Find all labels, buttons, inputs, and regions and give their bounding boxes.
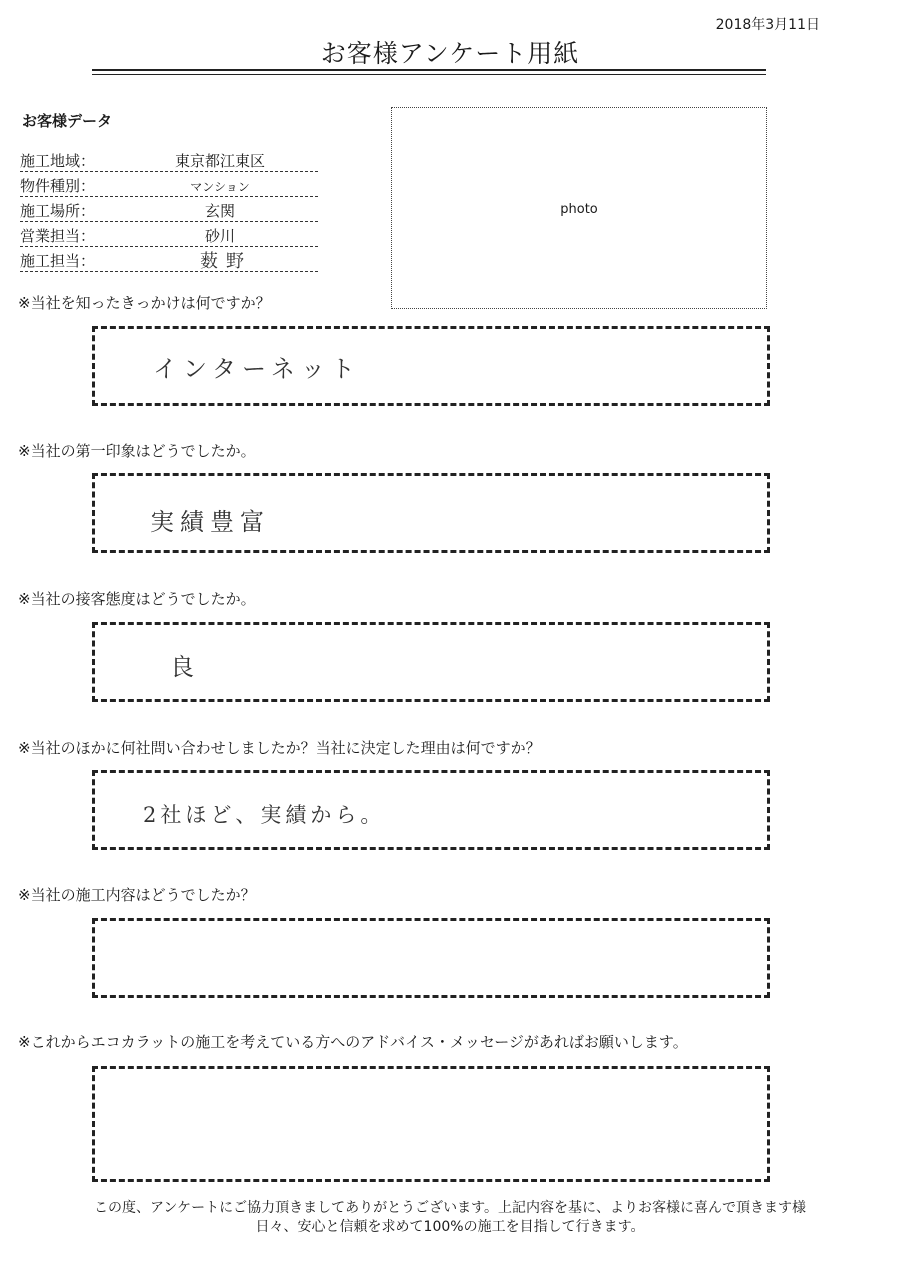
- title-underline: [92, 69, 766, 71]
- answer-box-2: [92, 473, 770, 553]
- answer-box-6: [92, 1066, 770, 1182]
- data-label: 施工地域：: [20, 152, 96, 170]
- question-2: ※当社の第一印象はどうでしたか。: [18, 442, 256, 460]
- installer-signature: 薮野: [200, 251, 252, 272]
- footer-line-2: 日々、安心と信頼を求めて100%の施工を目指して行きます。: [255, 1219, 645, 1235]
- data-value: 東京都江東区: [174, 152, 265, 170]
- survey-date: 2018年3月11日: [715, 17, 820, 33]
- answer-3: 良: [170, 653, 200, 681]
- question-4: ※当社のほかに何社問い合わせしましたか？当社に決定した理由は何ですか？: [18, 739, 541, 757]
- answer-4: 2社ほど、実績から。: [143, 803, 386, 827]
- question-3: ※当社の接客態度はどうでしたか。: [18, 590, 256, 608]
- question-5: ※当社の施工内容はどうでしたか？: [18, 886, 256, 904]
- data-label: 施工担当：: [20, 252, 96, 270]
- data-row-installer: [20, 247, 318, 272]
- answer-box-5: [92, 918, 770, 998]
- data-row-sales-rep: [20, 222, 318, 247]
- footer-line-1: この度、アンケートにご協力頂きましてありがとうございます。上記内容を基に、よりお客様に喜んで頂きます様: [93, 1200, 807, 1216]
- data-value: 玄関: [204, 202, 235, 220]
- data-row-area: [20, 147, 318, 172]
- answer-2: 実績豊富: [150, 508, 270, 536]
- data-label: 物件種別：: [20, 177, 96, 195]
- title-underline-thin: [92, 74, 766, 75]
- question-1: ※当社を知ったきっかけは何ですか？: [18, 294, 271, 312]
- data-value: マンション: [190, 180, 250, 194]
- answer-box-4: [92, 770, 770, 850]
- data-label: 営業担当：: [20, 227, 96, 245]
- answer-box-1: [92, 326, 770, 406]
- question-6: ※これからエコカラットの施工を考えている方へのアドバイス・メッセージがあればお願いします。: [18, 1033, 688, 1051]
- answer-box-3: [92, 622, 770, 702]
- data-row-location: [20, 197, 318, 222]
- answer-1: インターネット: [153, 355, 361, 383]
- customer-data-heading: お客様データ: [22, 112, 113, 130]
- page-title: お客様アンケート用紙: [320, 39, 580, 68]
- data-row-property-type: [20, 172, 318, 197]
- data-value: 砂川: [204, 227, 235, 245]
- data-label: 施工場所：: [20, 202, 96, 220]
- photo-placeholder: [391, 107, 767, 309]
- photo-label: photo: [560, 202, 598, 217]
